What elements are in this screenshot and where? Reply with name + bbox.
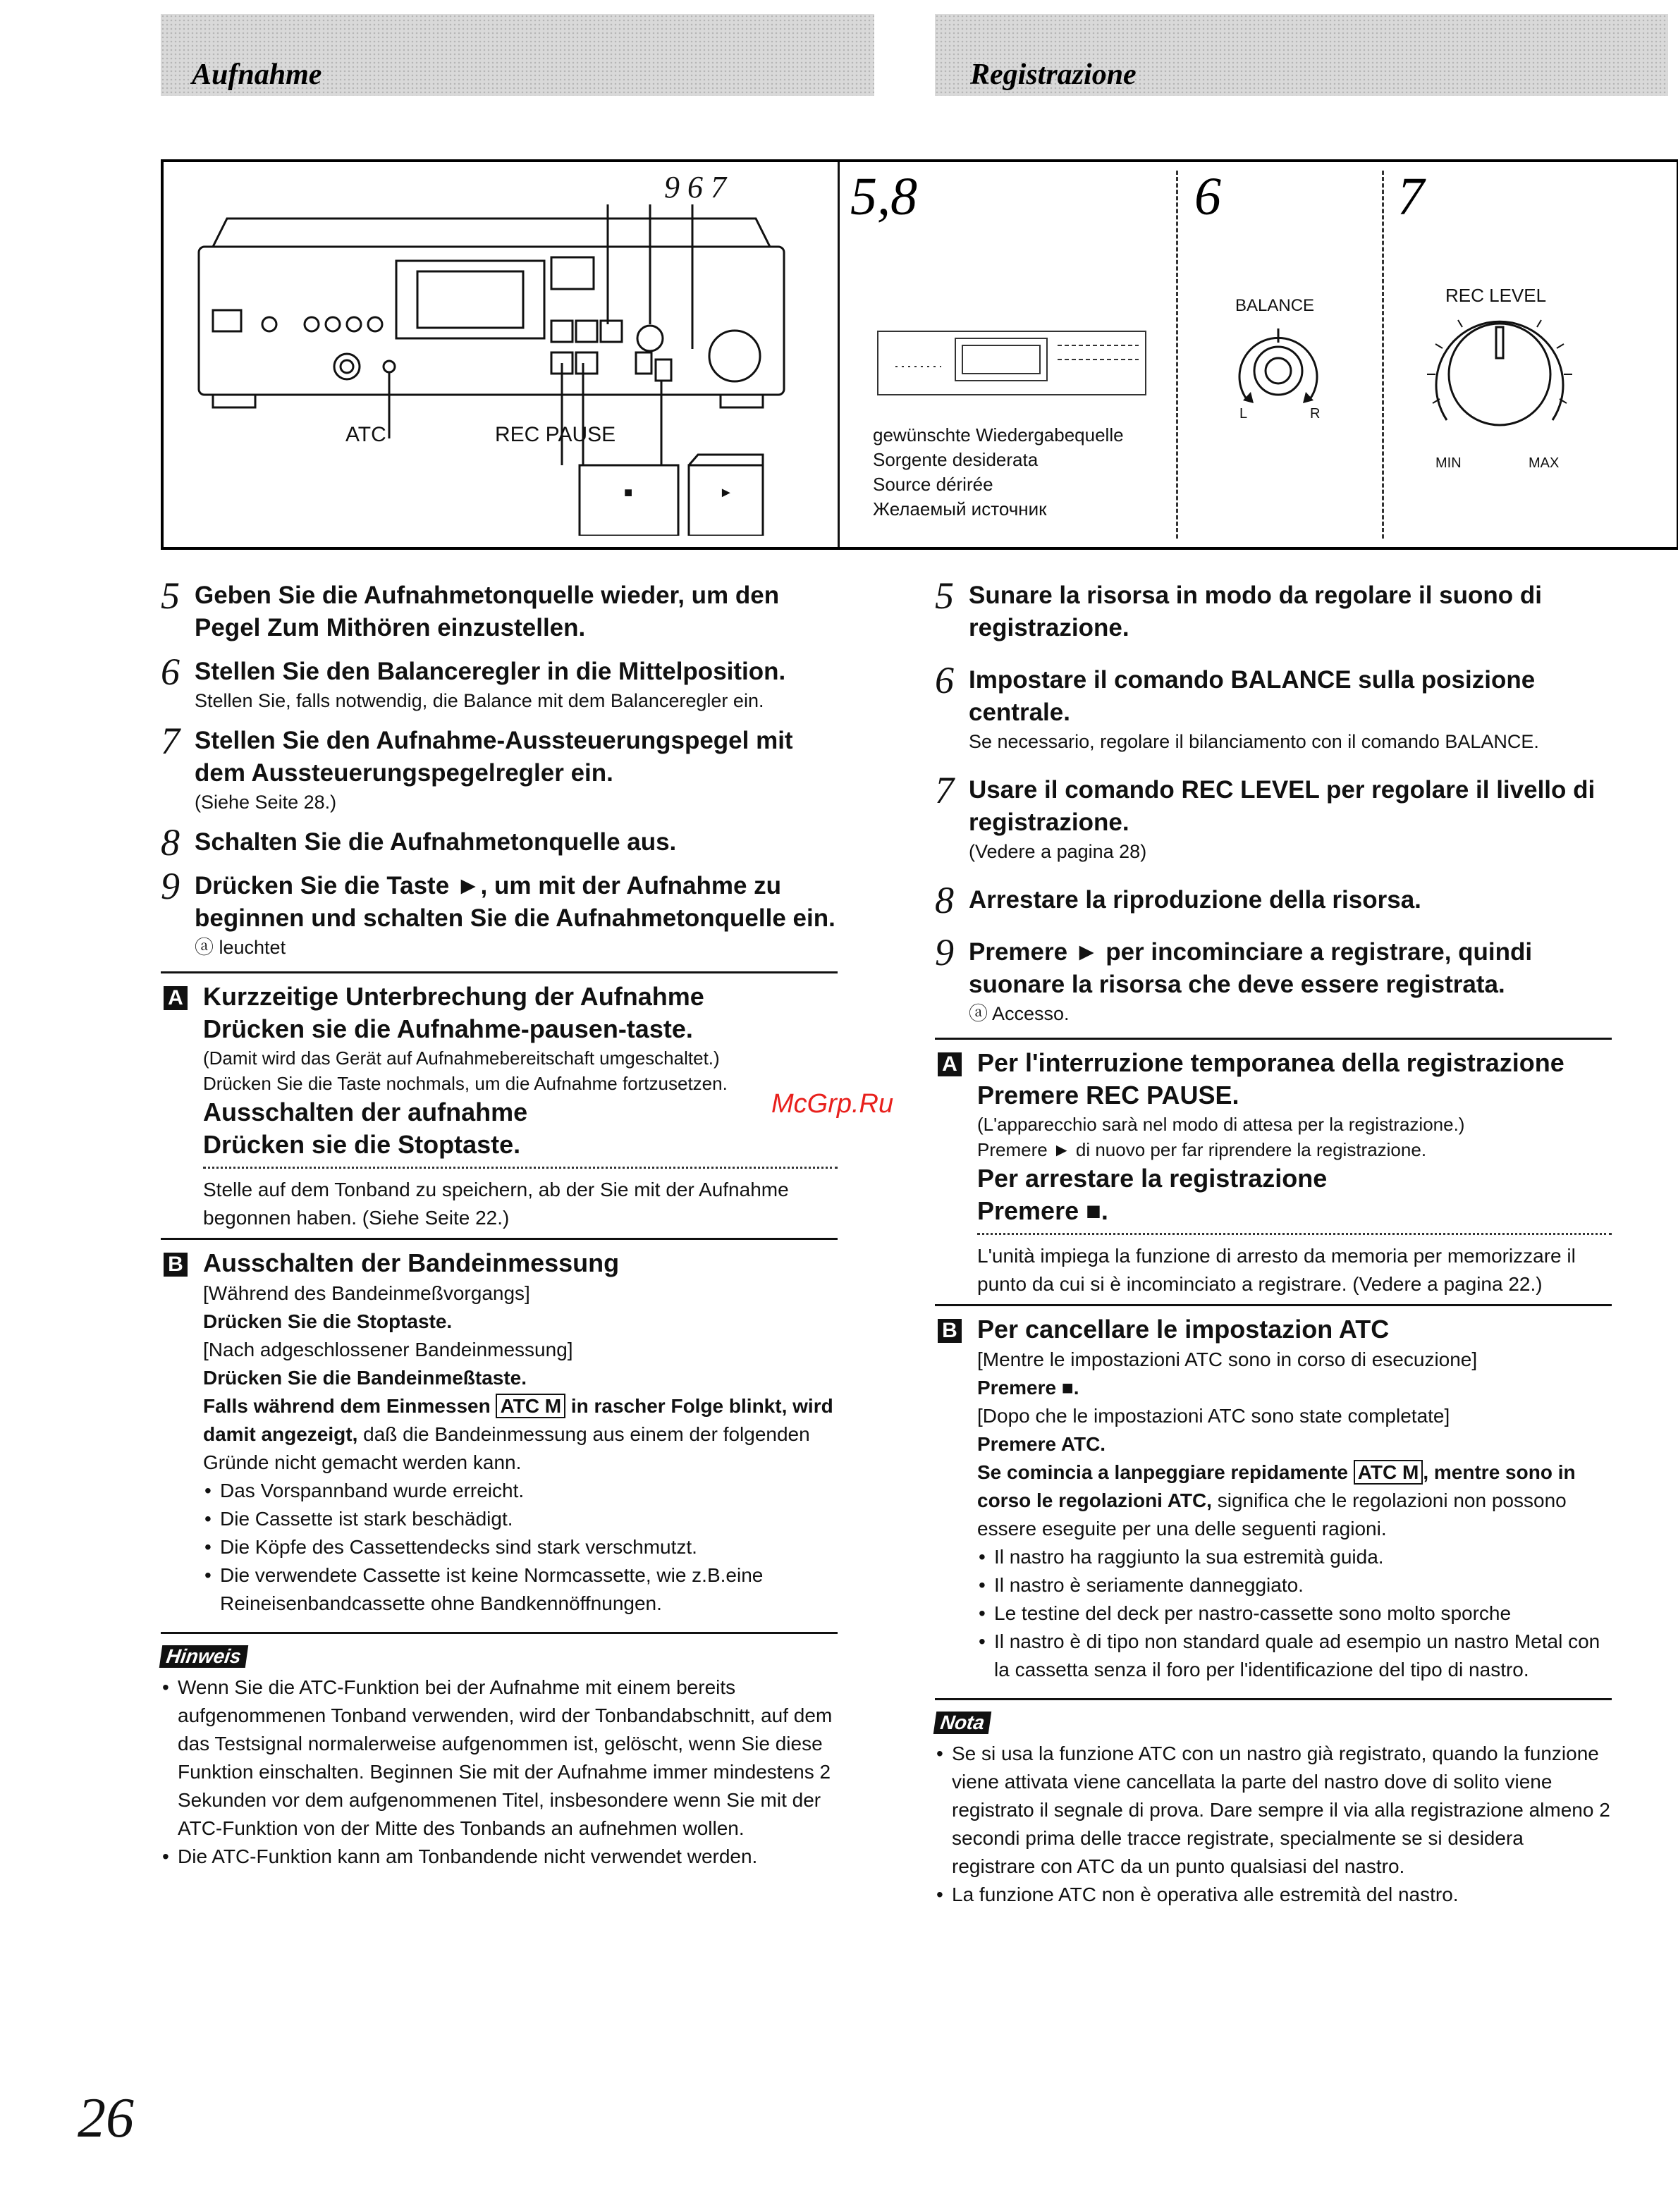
left-section-a-title: Kurzzeitige Unterbrechung der Aufnahme [203, 982, 704, 1011]
source-caption-fr: Source dérirée [873, 474, 993, 495]
play-key-label: ► [719, 485, 733, 500]
right-step-6: 6 Impostare il comando BALANCE sulla posizione centrale. Se necessario, regolare il bilanciamento con il comando BALANCE. [935, 659, 1539, 752]
min-label: MIN [1435, 455, 1462, 471]
left-section-b-bullets: • Das Vorspannband wurde erreicht. • Die Cassette ist stark beschädigt. • Die Köpfe des Cassettendecks sind stark verschmutzt. • Die verwendete Cassette ist keine Normcassette, wie z.B.eine Reineisenbandcassette ohne Bandkennöffnungen. [203, 1477, 838, 1618]
header-title-right: Registrazione [970, 59, 1137, 91]
right-section-b: B Per cancellare le impostazion ATC [Mentre le impostazioni ATC sono in corso di esecuzione] Premere ■. [Dopo che le impostazioni ATC sono state completate] Premere ATC. Se comincia a lanpeggiare repidamente ATC M , mentre sono in corso le regolazioni ATC, significa che le regolazioni non possono essere eseguite per una delle seguenti ragioni. • Il nastro ha raggiunto la sua estremità guida. • Il nastro è seriamente danneggiato. • Le testine del deck per nastro-cassette sono molto sporche • Il nastro è di tipo non standard quale ad esempio un nastro Metal con la cassetta senza il foro per l'identificazione del tipo di nastro. [935, 1313, 1612, 1684]
right-section-b-bullets: • Il nastro ha raggiunto la sua estremità guida. • Il nastro è seriamente danneggiato. • Le testine del deck per nastro-cassette sono molto sporche • Il nastro è di tipo non standard quale ad esempio un nastro Metal con la cassetta senza il foro per l'identificazione del tipo di nastro. [977, 1543, 1612, 1684]
header-bar-left [161, 14, 874, 96]
source-device-icon [874, 317, 1156, 409]
header-title-left: Aufnahme [192, 59, 322, 91]
right-step-5: 5 Sunare la risorsa in modo da regolare il suono di registrazione. [935, 574, 1542, 641]
panel-number-5-8: 5,8 [850, 167, 917, 226]
right-section-b-title: Per cancellare le impostazion ATC [977, 1315, 1390, 1344]
left-step-5: 5 Geben Sie die Aufnahmetonquelle wieder, um den Pegel Zum Mithören einzustellen. [161, 574, 780, 641]
atc-m-indicator: ATC M [1354, 1460, 1423, 1485]
source-caption-ru: Желаемый источник [873, 498, 1047, 520]
right-step-7: 7 Usare il comando REC LEVEL per regolare il livello di registrazione. (Vedere a pagina 28) [935, 769, 1596, 862]
left-step-6: 6 Stellen Sie den Balanceregler in die Mittelposition. Stellen Sie, falls notwendig, die Balance mit dem Balanceregler ein. [161, 651, 786, 711]
stop-key-label: ■ [624, 485, 633, 500]
right-column [935, 574, 1612, 1909]
label-atc: ATC [345, 423, 386, 446]
source-caption-it: Sorgente desiderata [873, 449, 1039, 470]
source-caption-de: gewünschte Wiedergabequelle [873, 424, 1124, 446]
balance-r-label: R [1310, 406, 1321, 422]
left-step-9: 9 Drücken Sie die Taste ►, um mit der Aufnahme zu beginnen und schalten Sie die Aufnahmetonquelle ein. ⓐ leuchtet [161, 865, 835, 958]
figure-box [161, 159, 1678, 550]
right-section-a-title: Per l'interruzione temporanea della registrazione [977, 1048, 1564, 1077]
left-section-a: A Kurzzeitige Unterbrechung der Aufnahme Drücken sie die Aufnahme-pausen-taste. (Damit wird das Gerät auf Aufnahmebereitschaft umgeschaltet.) Drücken Sie die Taste nochmals, um die Aufnahme fortzusetzen. Ausschalten der aufnahme Drücken sie die Stoptaste. Stelle auf dem Tonband zu speichern, ab der Sie mit der Aufnahme begonnen haben. (Siehe Seite 22.) [161, 981, 838, 1232]
panel-number-7: 7 [1397, 167, 1424, 226]
right-step-9: 9 Premere ► per incominciare a registrare, quindi suonare la risorsa che deve essere registrata. ⓐ Accesso. [935, 931, 1533, 1024]
left-step-7: 7 Stellen Sie den Aufnahme-Aussteuerungspegel mit dem Aussteuerungspegelregler ein. (Siehe Seite 28.) [161, 720, 793, 813]
left-column [161, 574, 838, 1871]
right-note: Nota • Se si usa la funzione ATC con un nastro già registrato, quando la funzione viene attivata viene cancellata la parte del nastro dove di solito viene registrato il segnale di prova. Dare sempre il via alla registrazione almeno 2 secondi prima delle tracce registrate, specialmente se si desidera registrare con ATC da un punto qualsiasi del nastro. • La funzione ATC non è operativa alle estremità del nastro. [935, 1707, 1612, 1909]
balance-label: BALANCE [1235, 296, 1315, 315]
rec-level-knob [1411, 307, 1588, 427]
figure-callout-numbers: 9 6 7 [664, 170, 726, 204]
right-section-a: A Per l'interruzione temporanea della registrazione Premere REC PAUSE. (L'apparecchio sarà nel modo di attesa per la registrazione.) Premere ► di nuovo per far riprendere la registrazione. Per arrestare la registrazione Premere ■. L'unità impiega la funzione di arresto da memoria per memorizzare il punto da cui si è incominciato a registrare. (Vedere a pagina 22.) [935, 1047, 1612, 1298]
source-caption [873, 423, 1124, 522]
page-number: 26 [78, 2087, 134, 2149]
cassette-deck-illustration [185, 176, 967, 536]
section-b-badge: B [164, 1253, 188, 1277]
atc-m-indicator: ATC M [496, 1394, 565, 1418]
left-step-8: 8 Schalten Sie die Aufnahmetonquelle aus. [161, 821, 677, 864]
rec-level-label: REC LEVEL [1445, 285, 1547, 306]
label-rec-pause: REC PAUSE [495, 423, 616, 446]
section-a-badge: A [164, 986, 188, 1010]
right-step-8: 8 Arrestare la riproduzione della risorsa. [935, 879, 1421, 921]
max-label: MAX [1529, 455, 1560, 471]
left-section-b-title: Ausschalten der Bandeinmessung [203, 1248, 620, 1277]
left-note: Hinweis • Wenn Sie die ATC-Funktion bei der Aufnahme mit einem bereits aufgenommenen Tonband verwenden, wird der Tonbandabschnitt, auf dem das Testsignal normalerweise aufgenommen ist, gelöscht, wenn Sie diese Funktion einschalten. Beginnen Sie mit der Aufnahme immer mindestens 2 Sekunden vor dem aufgenommenen Titel, insbesondere wenn Sie mit der ATC-Funktion von der Mitte des Tonbands an aufnehmen wollen. • Die ATC-Funktion kann am Tonbandende nicht verwendet werden. [161, 1641, 838, 1871]
left-section-b: B Ausschalten der Bandeinmessung [Während des Bandeinmeßvorgangs] Drücken Sie die Stoptaste. [Nach adgeschlossener Bandeinmessung] Drücken Sie die Bandeinmeßtaste. Falls während dem Einmessen ATC M in rascher Folge blinkt, wird damit angezeigt, daß die Bandeinmessung aus einem der folgenden Gründe nicht gemacht werden kann. • Das Vorspannband wurde erreicht. • Die Cassette ist stark beschädigt. • Die Köpfe des Cassettendecks sind stark verschmutzt. • Die verwendete Cassette ist keine Normcassette, wie z.B.eine Reineisenbandcassette ohne Bandkennöffnungen. [161, 1247, 838, 1618]
note-tag: Hinweis [159, 1645, 248, 1668]
balance-knob [1225, 321, 1331, 420]
watermark: McGrp.Ru [771, 1089, 894, 1119]
header-bar-right [935, 14, 1668, 96]
balance-l-label: L [1239, 406, 1248, 422]
panel-number-6: 6 [1194, 167, 1221, 226]
